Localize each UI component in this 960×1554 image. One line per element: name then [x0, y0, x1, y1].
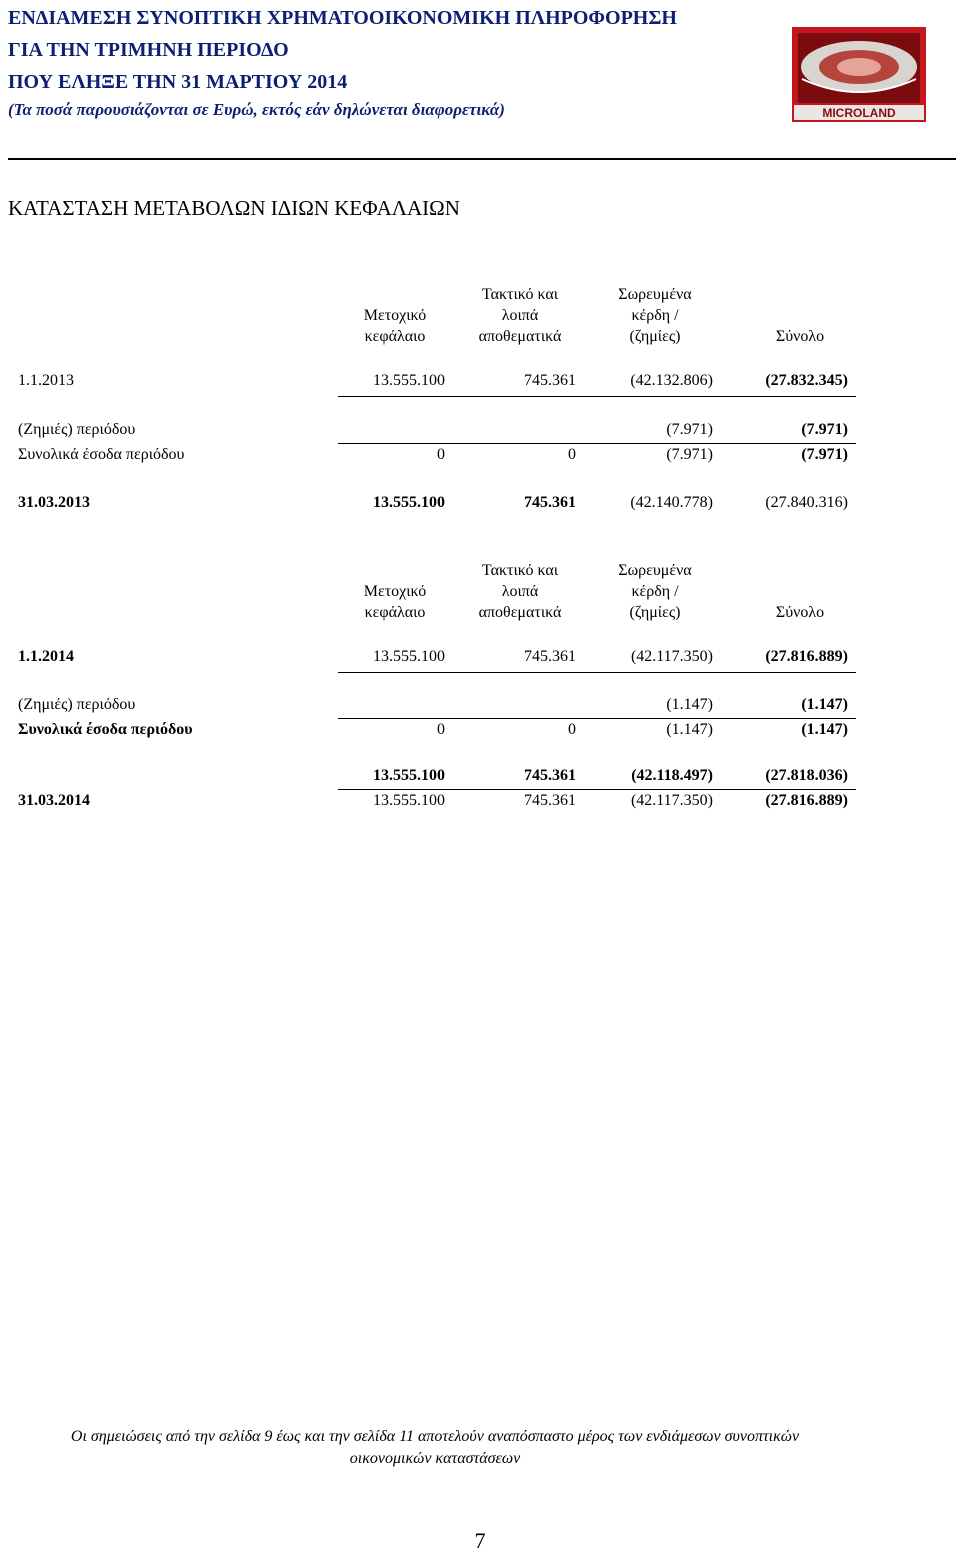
cell-accumulated: (7.971): [666, 421, 713, 438]
row-label-total-income-2013: Συνολικά έσοδα περιόδου: [18, 446, 185, 463]
row-label-closing-2013: 31.03.2013: [18, 494, 90, 511]
col-header-share-capital: Μετοχικό κεφάλαιο: [363, 583, 427, 621]
cell-share-capital: 13.555.100: [373, 494, 445, 511]
cell-total: (27.816.889): [765, 792, 848, 809]
cell-total: (27.818.036): [765, 767, 848, 784]
cell-accumulated: (42.117.350): [630, 792, 713, 809]
cell-accumulated: (42.140.778): [630, 494, 713, 511]
cell-total: (27.816.889): [765, 648, 848, 665]
logo-text: MICROLAND: [822, 106, 896, 120]
row-label-closing-2014: 31.03.2014: [18, 792, 90, 809]
cell-share-capital: 13.555.100: [373, 767, 445, 784]
cell-total: (27.832.345): [765, 372, 848, 389]
cell-reserves: 745.361: [524, 792, 576, 809]
footer-note: [0, 1426, 870, 1470]
report-heading-line1: ΕΝΔΙΑΜΕΣΗ ΣΥΝΟΠΤΙΚΗ ΧΡΗΜΑΤΟΟΙΚΟΝΟΜΙΚΗ ΠΛΗΡΟΦΟΡΗΣΗ: [8, 7, 677, 29]
statement-title: ΚΑΤΑΣΤΑΣΗ ΜΕΤΑΒΟΛΩΝ ΙΔΙΩΝ ΚΕΦΑΛΑΙΩΝ: [8, 196, 460, 220]
page-number: 7: [474, 1528, 486, 1553]
cell-accumulated: (1.147): [666, 696, 713, 713]
cell-reserves: 745.361: [524, 767, 576, 784]
cell-share-capital: 0: [437, 721, 445, 738]
cell-accumulated: (1.147): [666, 721, 713, 738]
col-header-total: Σύνολο: [775, 328, 825, 345]
cell-share-capital: 13.555.100: [373, 648, 445, 665]
cell-total: (7.971): [801, 446, 848, 463]
row-label-opening-2014: 1.1.2014: [18, 648, 74, 665]
cell-share-capital: 13.555.100: [373, 372, 445, 389]
header-divider: [8, 158, 956, 160]
cell-total: (1.147): [801, 721, 848, 738]
report-heading-line2: ΓΙΑ ΤΗΝ ΤΡΙΜΗΝΗ ΠΕΡΙΟΔΟ: [8, 39, 289, 61]
col-header-total: Σύνολο: [775, 604, 825, 621]
col-header-accumulated-losses: Σωρευμένα κέρδη / (ζημίες): [618, 286, 692, 345]
underline: [338, 672, 856, 673]
currency-note: (Τα ποσά παρουσιάζονται σε Ευρώ, εκτός εάν δηλώνεται διαφορετικά): [8, 100, 505, 119]
footer-note-line1: Οι σημειώσεις από την σελίδα 9 έως και την σελίδα 11 αποτελούν αναπόσπαστο μέρος των ενδιάμεσων συνοπτικών: [70, 1428, 800, 1445]
underline: [338, 789, 856, 790]
underline: [338, 718, 856, 719]
row-label-total-income-2014: Συνολικά έσοδα περιόδου: [18, 721, 193, 738]
cell-reserves: 745.361: [524, 494, 576, 511]
underline: [338, 443, 856, 444]
cell-reserves: 0: [568, 446, 576, 463]
cell-reserves: 0: [568, 721, 576, 738]
cell-total: (7.971): [801, 421, 848, 438]
cell-total: (27.840.316): [765, 494, 848, 511]
cell-reserves: 745.361: [524, 372, 576, 389]
cell-total: (1.147): [801, 696, 848, 713]
row-label-loss-2014: (Ζημιές) περιόδου: [18, 696, 136, 713]
underline: [338, 396, 856, 397]
cell-accumulated: (42.117.350): [630, 648, 713, 665]
col-header-accumulated-losses: Σωρευμένα κέρδη / (ζημίες): [618, 562, 692, 621]
cell-accumulated: (42.132.806): [630, 372, 713, 389]
cell-accumulated: (42.118.497): [631, 767, 713, 784]
col-header-reserves: Τακτικό και λοιπά αποθεματικά: [478, 286, 562, 345]
col-header-reserves: Τακτικό και λοιπά αποθεματικά: [478, 562, 562, 621]
footer-note-line2: οικονομικών καταστάσεων: [349, 1450, 521, 1467]
row-label-loss-2013: (Ζημιές) περιόδου: [18, 421, 136, 438]
row-label-opening-2013: 1.1.2013: [18, 372, 74, 389]
report-heading-line3: ΠΟΥ ΕΛΗΞΕ ΤΗΝ 31 ΜΑΡΤΙΟΥ 2014: [8, 71, 348, 93]
cell-reserves: 745.361: [524, 648, 576, 665]
cell-share-capital: 13.555.100: [373, 792, 445, 809]
cell-accumulated: (7.971): [666, 446, 713, 463]
col-header-share-capital: Μετοχικό κεφάλαιο: [363, 307, 427, 345]
cell-share-capital: 0: [437, 446, 445, 463]
company-logo: [792, 27, 926, 122]
